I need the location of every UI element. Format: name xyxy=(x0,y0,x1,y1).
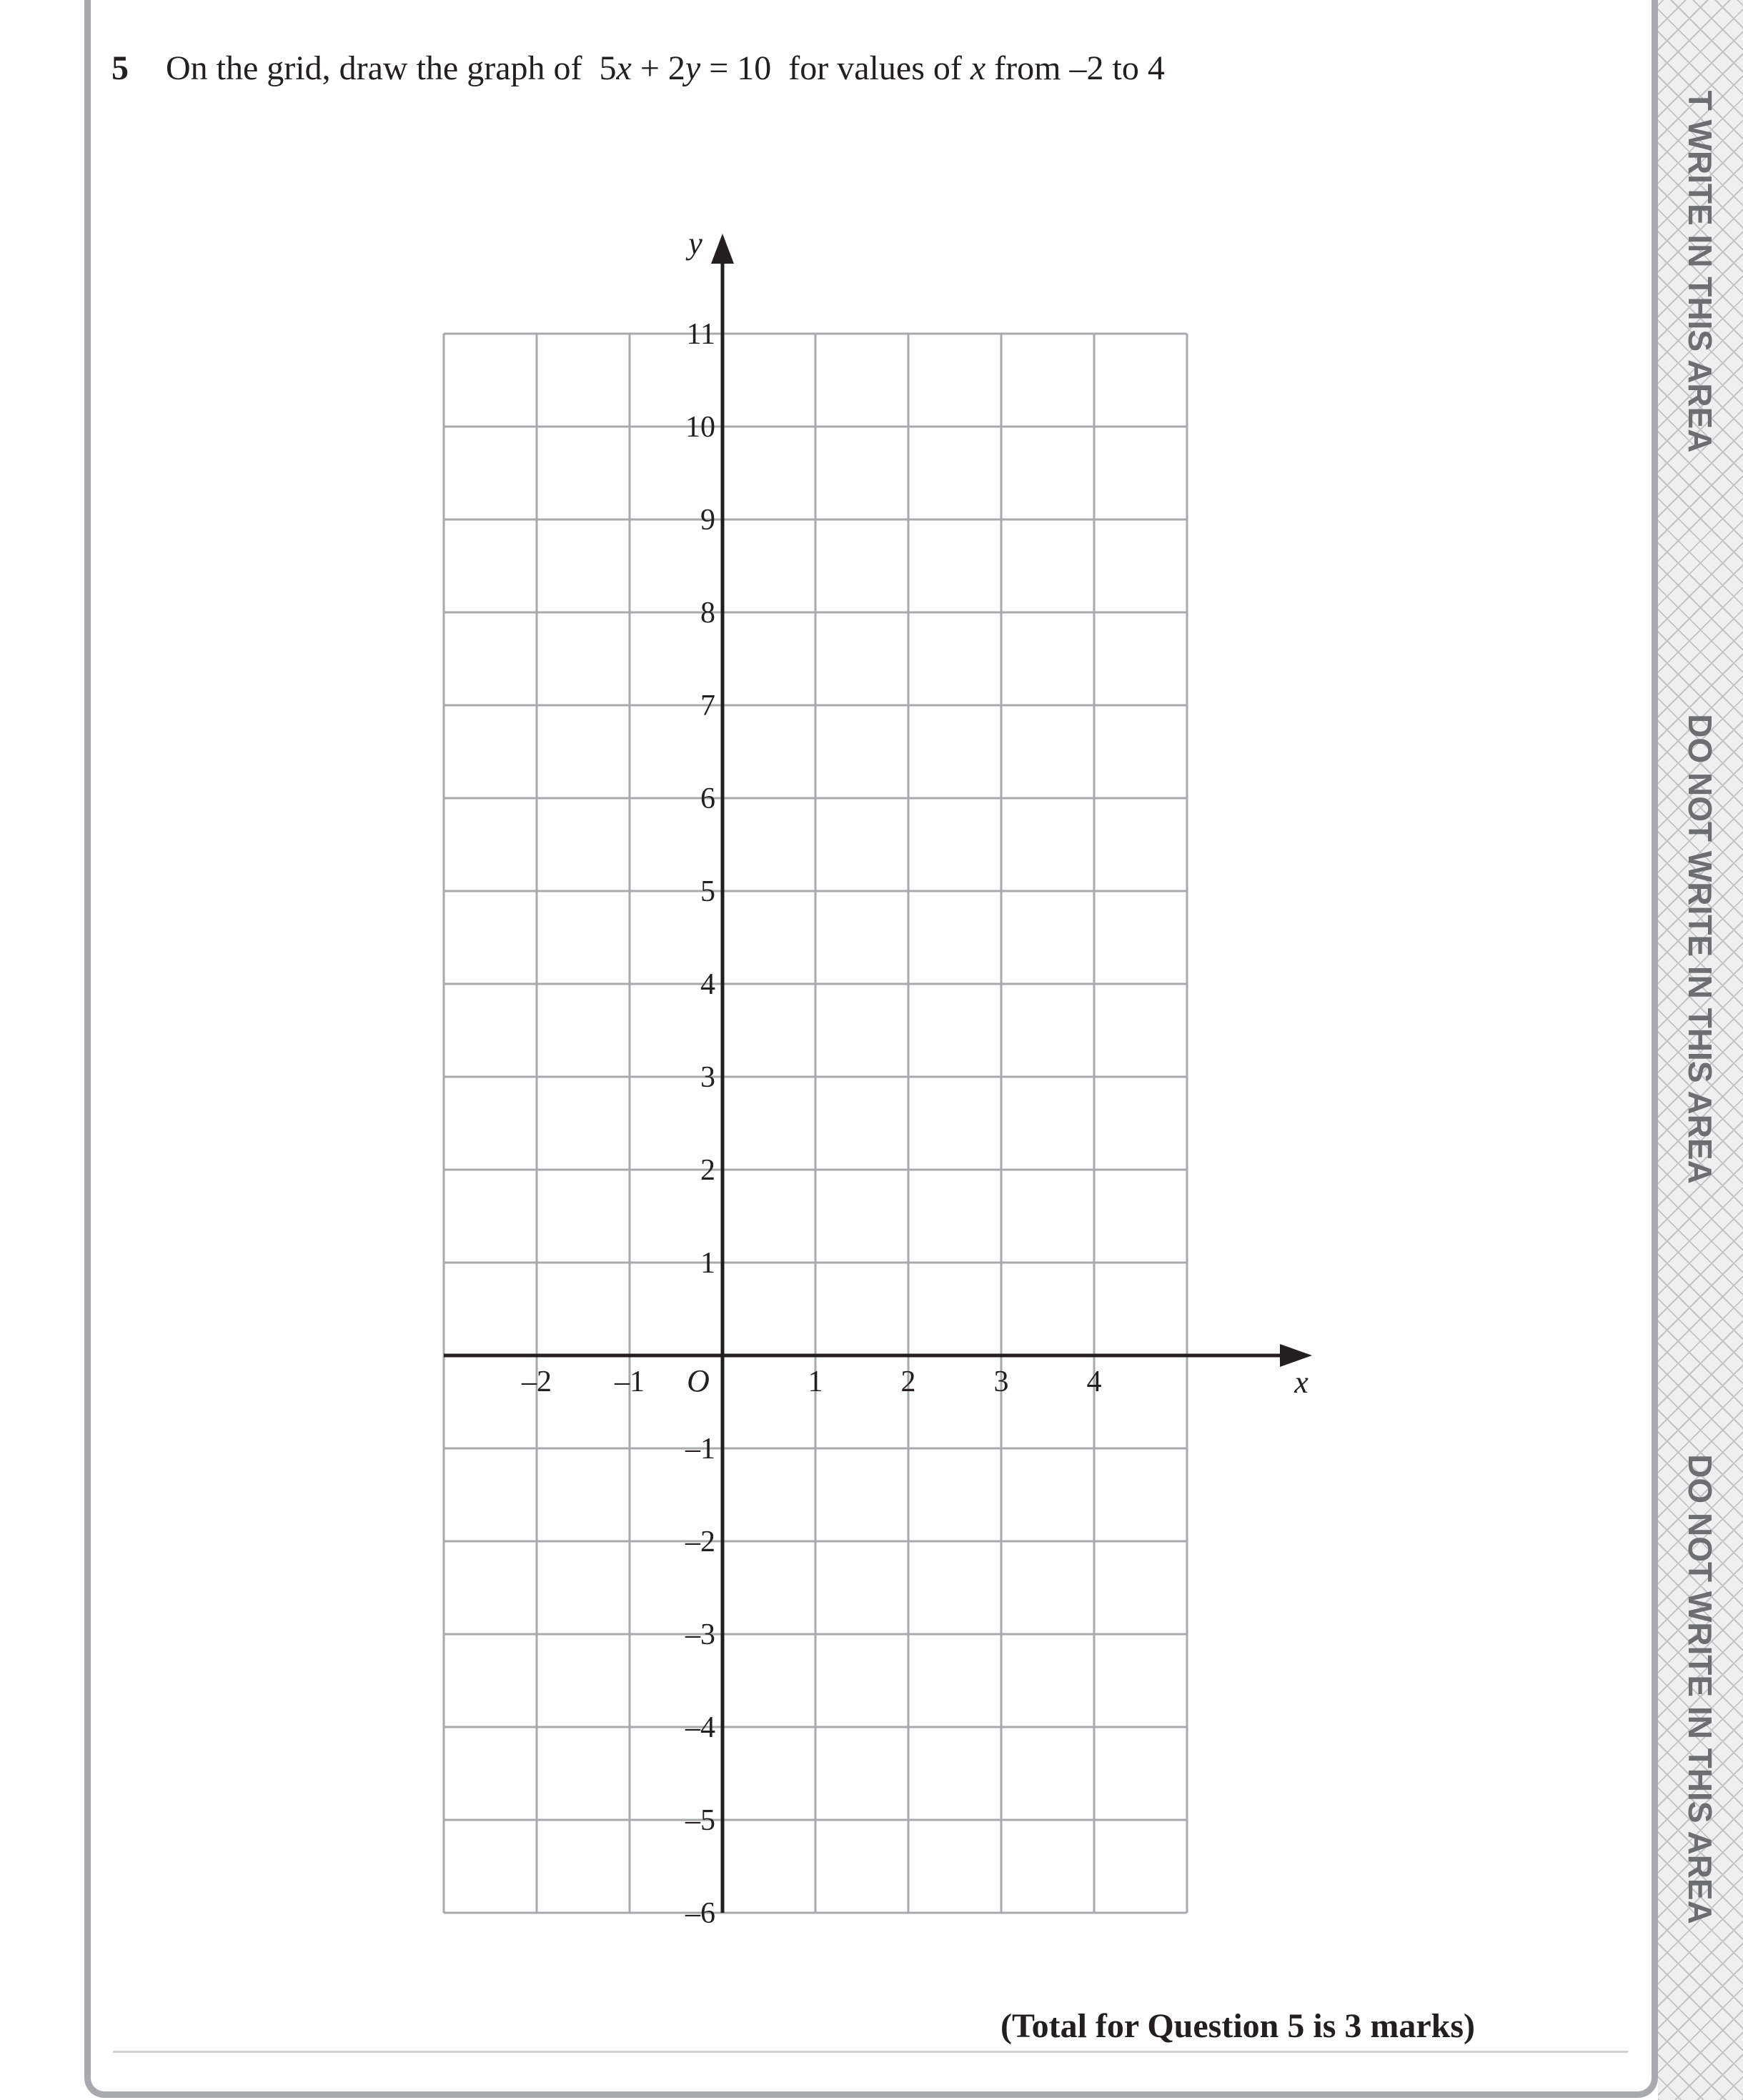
y-tick-label: –3 xyxy=(685,1618,715,1651)
x-tick-label: –1 xyxy=(615,1365,645,1398)
y-tick-label: –1 xyxy=(685,1433,715,1465)
y-tick-label: –6 xyxy=(685,1897,715,1930)
x-axis-arrow-icon xyxy=(1280,1344,1312,1367)
y-tick-label: 9 xyxy=(700,504,715,537)
x-axis-label: x xyxy=(1294,1365,1309,1400)
x-tick-label: 4 xyxy=(1086,1365,1102,1398)
y-tick-label: 7 xyxy=(700,690,715,722)
question-text-var: x xyxy=(970,49,986,87)
y-tick-label: –5 xyxy=(685,1804,715,1837)
x-tick-label: 1 xyxy=(808,1365,823,1398)
total-marks: (Total for Question 5 is 3 marks) xyxy=(1000,2007,1476,2045)
y-tick-label: 4 xyxy=(700,968,715,1001)
y-tick-label: –4 xyxy=(685,1711,715,1744)
question-text-after: for values of xyxy=(788,49,962,87)
question-text-before: On the grid, draw the graph of xyxy=(166,49,582,87)
page-frame-bottom xyxy=(84,2069,1658,2098)
y-tick-label: 3 xyxy=(700,1061,715,1094)
y-tick-label: 11 xyxy=(686,318,715,351)
y-axis-label: y xyxy=(688,226,702,261)
y-tick-label: 6 xyxy=(700,782,715,815)
margin-label-2: DO NOT WRITE IN THIS AREA xyxy=(1682,714,1719,1184)
question-text-range: from –2 to 4 xyxy=(994,49,1165,87)
y-tick-label: 10 xyxy=(685,411,715,444)
y-tick-label: 1 xyxy=(700,1247,715,1280)
margin-label-1: T WRITE IN THIS AREA xyxy=(1682,90,1719,453)
answer-rule xyxy=(113,2051,1628,2053)
page-frame-right xyxy=(1652,0,1658,2076)
margin-label-3: DO NOT WRITE IN THIS AREA xyxy=(1682,1454,1719,1924)
y-tick-label: 2 xyxy=(700,1154,715,1187)
y-tick-label: 5 xyxy=(700,875,715,908)
origin-label: O xyxy=(687,1363,710,1398)
y-axis-arrow-icon xyxy=(711,234,734,264)
y-tick-label: –2 xyxy=(685,1526,715,1558)
x-tick-label: 3 xyxy=(993,1365,1009,1398)
question-equation: 5x + 2y = 10 xyxy=(599,49,772,87)
y-tick-label: 8 xyxy=(700,597,715,629)
question-number: 5 xyxy=(111,49,129,87)
x-tick-label: –2 xyxy=(522,1365,552,1398)
x-tick-label: 2 xyxy=(900,1365,916,1398)
